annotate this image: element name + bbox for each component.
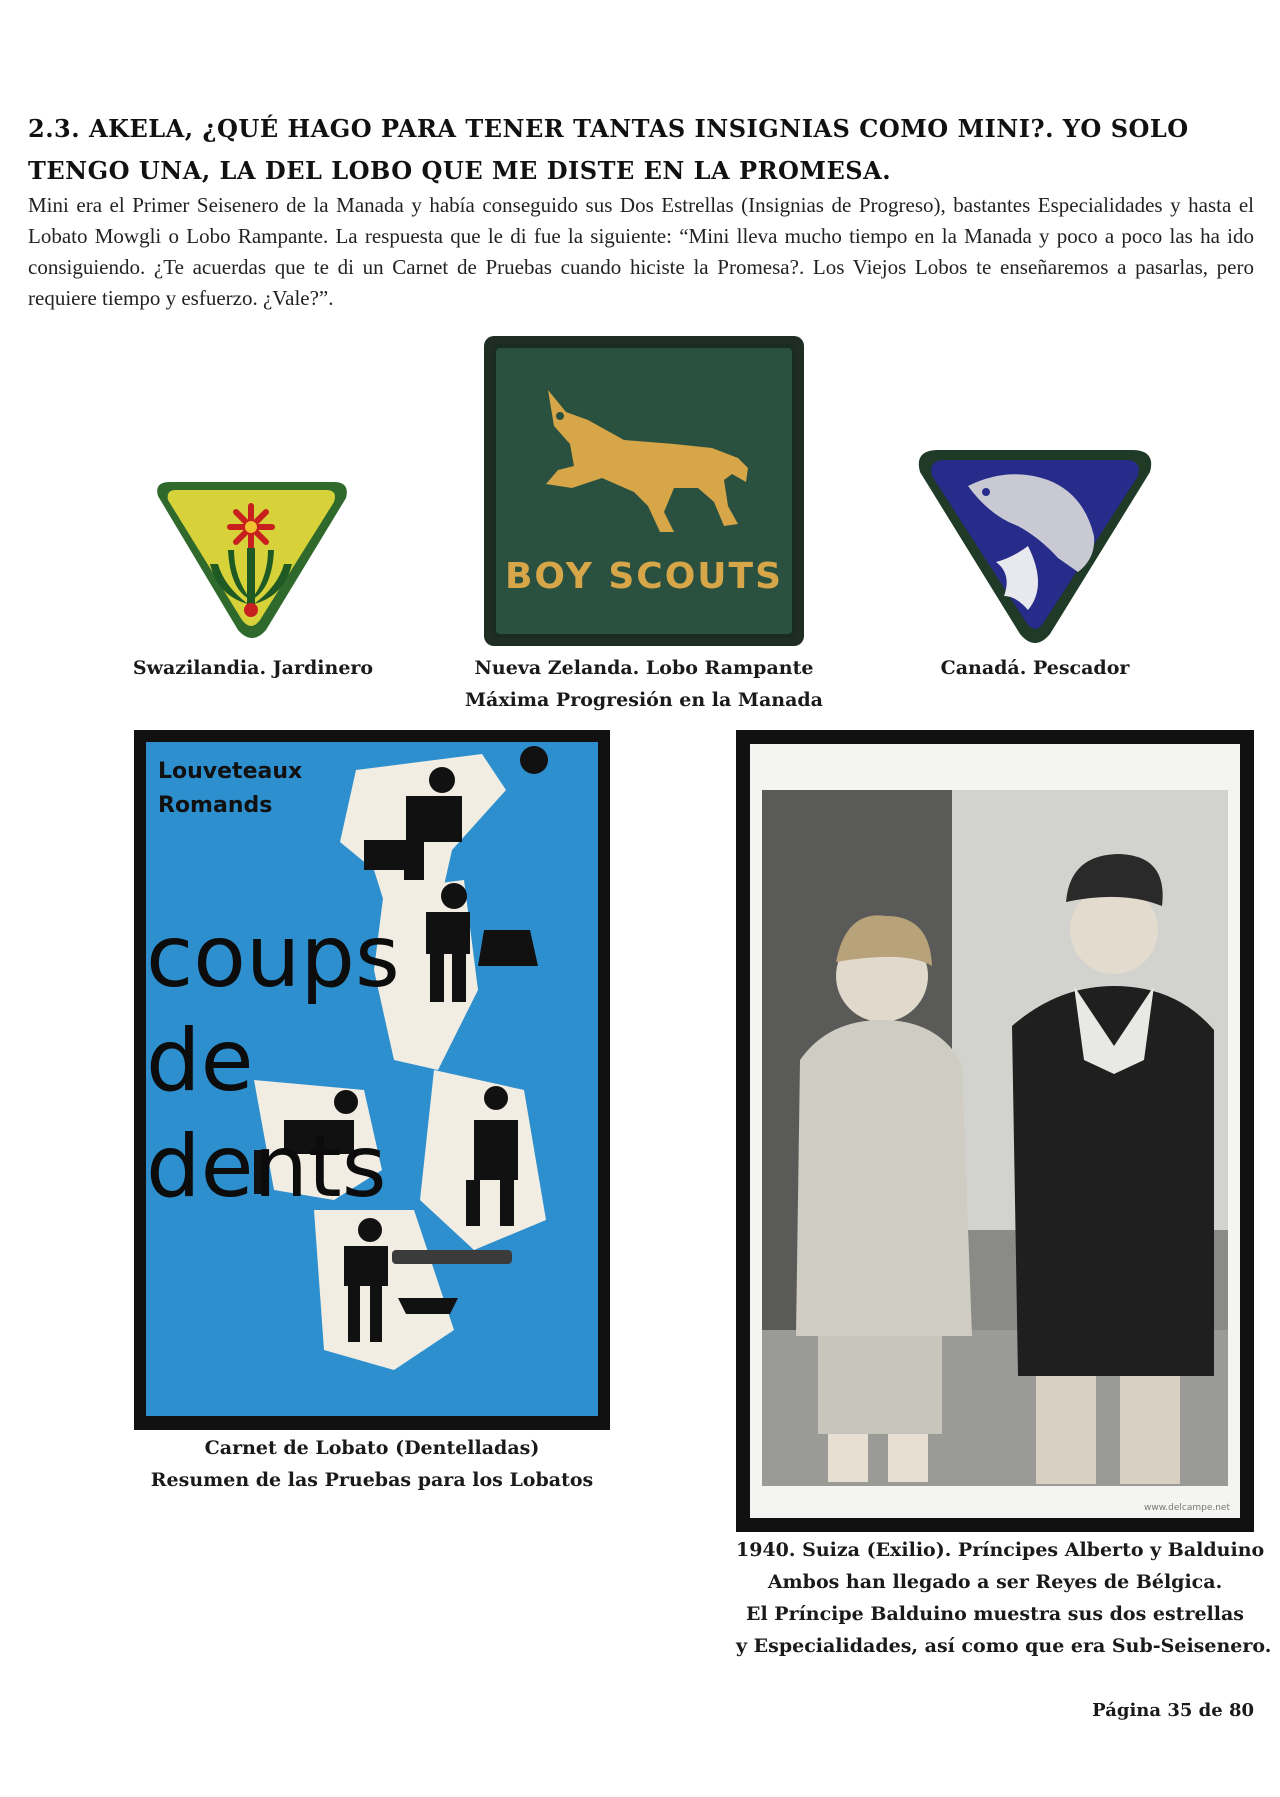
photo-caption: 1940. Suiza (Exilio). Príncipes Alberto y Balduino Ambos han llegado a ser Reyes de Bélgica. El Príncipe Balduino muestra sus dos estrellas y Especialidades, así como que era Sub-Seisenero.	[736, 1539, 1272, 1657]
booklet-publisher-line1: Louveteaux	[158, 759, 303, 784]
canada-fisherman-badge	[908, 446, 1162, 646]
boy-scouts-badge-text: BOY SCOUTS	[504, 556, 784, 597]
section-heading: 2.3. AKELA, ¿QUÉ HAGO PARA TENER TANTAS INSIGNIAS COMO MINI?. YO SOLO TENGO UNA, LA DEL LOBO QUE ME DISTE EN LA PROMESA.	[28, 114, 1189, 185]
booklet-title-line3: dents	[146, 1117, 387, 1217]
photo-watermark: www.delcampe.net	[1144, 1503, 1230, 1513]
canada-caption: Canadá. Pescador	[940, 657, 1130, 679]
booklet-title-line1: coups	[146, 907, 400, 1007]
body-paragraph: Mini era el Primer Seisenero de la Manada y había conseguido sus Dos Estrellas (Insignias de Progreso), bastantes Especialidades y hasta el Lobato Mowgli o Lobo Rampante. La respuesta que le di fue la siguiente: “Mini lleva mucho tiempo en la Manada y poco a poco las ha ido consiguiendo. ¿Te acuerdas que te di un Carnet de Pruebas cuando hiciste la Promesa?. Los Viejos Lobos te enseñaremos a pasarlas, pero requiere tiempo y esfuerzo. ¿Vale?”.	[28, 193, 1254, 310]
booklet-publisher-line2: Romands	[158, 793, 273, 818]
booklet-title-line2: de	[146, 1011, 254, 1111]
newzealand-wolf-badge	[484, 336, 804, 646]
princes-historical-photo	[736, 730, 1254, 1532]
booklet-caption: Carnet de Lobato (Dentelladas) Resumen de las Pruebas para los Lobatos	[150, 1437, 594, 1491]
page-number: Página 35 de 80	[1092, 1700, 1254, 1721]
swaziland-gardener-badge	[148, 478, 354, 644]
newzealand-caption: Nueva Zelanda. Lobo Rampante Máxima Progresión en la Manada	[464, 657, 823, 711]
cub-scout-booklet-cover	[134, 730, 610, 1430]
swaziland-caption: Swazilandia. Jardinero	[132, 657, 374, 679]
